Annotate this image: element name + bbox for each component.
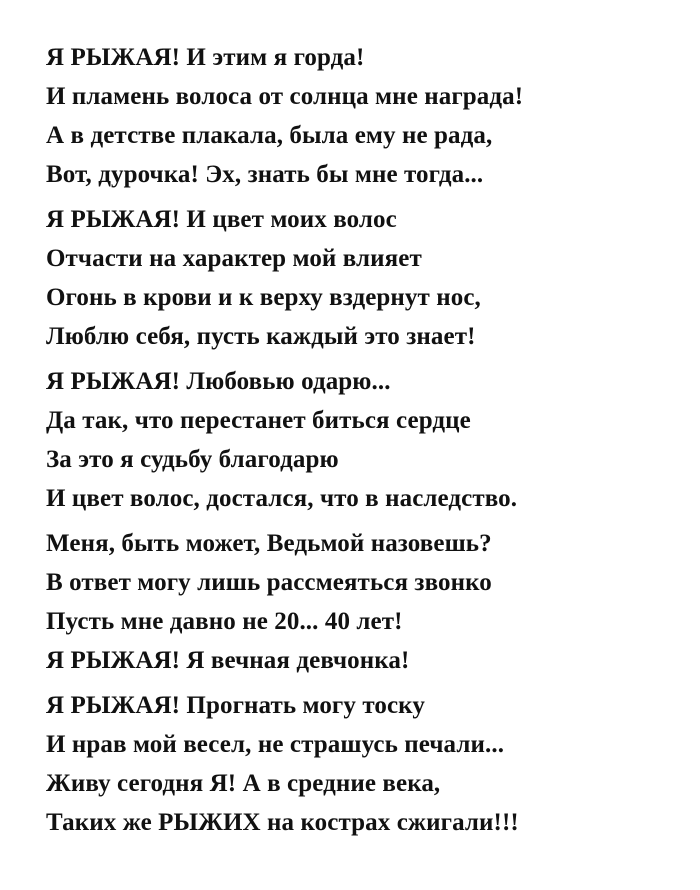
stanza-3 [46,362,686,518]
poem-line: Люблю себя, пусть каждый это знает! [46,323,476,350]
poem-line: А в детстве плакала, была ему не рада, [46,122,493,149]
poem-line: Вот, дурочка! Эх, знать бы мне тогда... [46,161,484,188]
stanza-1 [46,38,686,194]
poem-line: За это я судьбу благодарю [46,446,339,473]
poem-line: Я РЫЖАЯ! И цвет моих волос [46,206,397,233]
poem-line: И нрав мой весел, не страшусь печали... [46,731,505,758]
poem-line: Таких же РЫЖИХ на кострах сжигали!!! [46,809,519,836]
stanza-4 [46,524,686,680]
poem-line: Пусть мне давно не 20... 40 лет! [46,608,403,635]
poem-line: И пламень волоса от солнца мне награда! [46,83,524,110]
poem-line: Да так, что перестанет биться сердце [46,407,471,434]
poem-line: И цвет волос, достался, что в наследство. [46,485,518,512]
poem-line: Живу сегодня Я! А в средние века, [46,770,441,797]
poem-line: Меня, быть может, Ведьмой назовешь? [46,530,492,557]
poem-line: Отчасти на характер мой влияет [46,245,422,272]
stanza-5 [46,686,686,842]
poem-line: Я РЫЖАЯ! И этим я горда! [46,44,365,71]
poem-line: Огонь в крови и к верху вздернут нос, [46,284,481,311]
poem-line: Я РЫЖАЯ! Прогнать могу тоску [46,692,425,719]
poem-line: В ответ могу лишь рассмеяться звонко [46,569,492,596]
poem-line: Я РЫЖАЯ! Я вечная девчонка! [46,647,410,674]
poem-line: Я РЫЖАЯ! Любовью одарю... [46,368,391,395]
poem-text [46,38,686,842]
stanza-2 [46,200,686,356]
